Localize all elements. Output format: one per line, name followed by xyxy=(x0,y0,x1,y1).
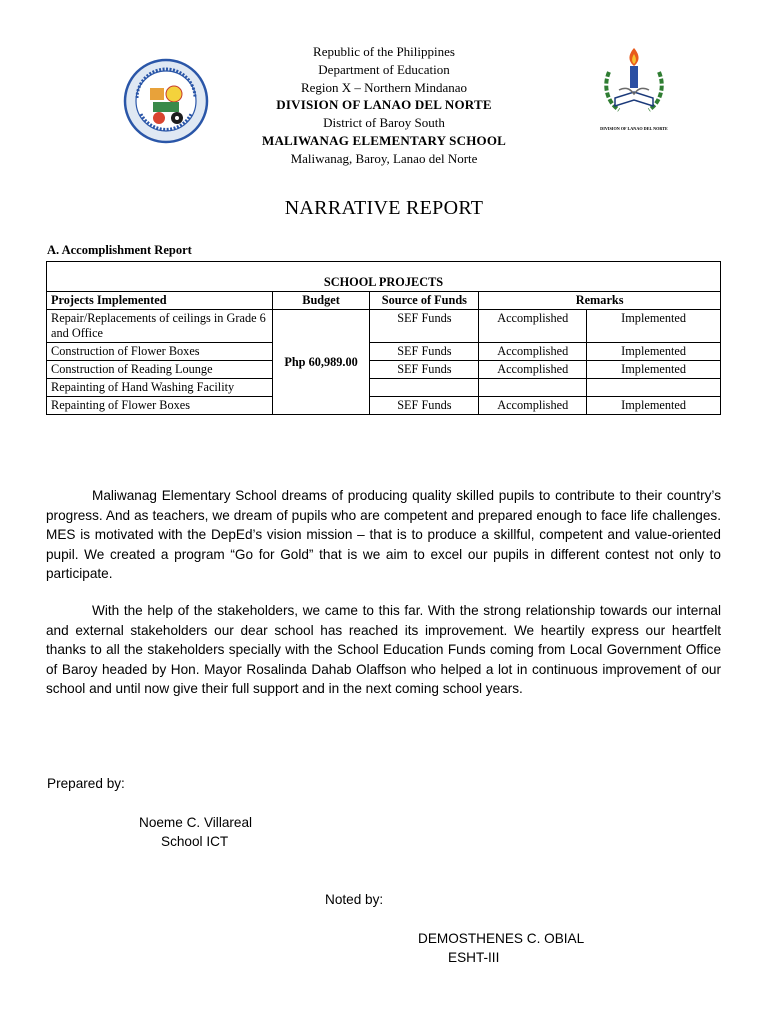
source-cell: SEF Funds xyxy=(370,397,479,415)
budget-cell: Php 60,989.00 xyxy=(272,310,370,415)
table-row xyxy=(47,310,721,343)
header-source: Source of Funds xyxy=(370,292,479,310)
table-caption-row xyxy=(47,262,721,292)
status-cell xyxy=(479,379,587,397)
remark-cell: Implemented xyxy=(587,397,721,415)
noted-by-name: DEMOSTHENES C. OBIAL xyxy=(418,931,585,946)
prepared-by-label: Prepared by: xyxy=(47,776,125,791)
projects-table xyxy=(46,261,721,415)
letterhead xyxy=(0,43,768,168)
source-cell: SEF Funds xyxy=(370,361,479,379)
remark-cell: Implemented xyxy=(587,343,721,361)
source-cell xyxy=(370,379,479,397)
header-remarks: Remarks xyxy=(479,292,721,310)
header-department: Department of Education xyxy=(318,61,450,77)
header-district: District of Baroy South xyxy=(323,115,445,131)
prepared-by-name: Noeme C. Villareal xyxy=(139,815,253,830)
project-cell: Construction of Reading Lounge xyxy=(47,361,273,379)
division-seal-text: DIVISION OF LANAO DEL NORTE xyxy=(600,126,668,131)
status-cell: Accomplished xyxy=(479,310,587,343)
noted-by-title: ESHT-III xyxy=(448,950,500,965)
status-cell: Accomplished xyxy=(479,343,587,361)
noted-by-label: Noted by: xyxy=(325,892,384,907)
section-heading: A. Accomplishment Report xyxy=(47,243,192,257)
table-row xyxy=(47,361,721,379)
table-row xyxy=(47,379,721,397)
header-school-name: MALIWANAG ELEMENTARY SCHOOL xyxy=(261,132,507,148)
table-caption: SCHOOL PROJECTS xyxy=(47,262,721,292)
project-cell: Construction of Flower Boxes xyxy=(47,343,273,361)
table-row xyxy=(47,343,721,361)
header-republic: Republic of the Philippines xyxy=(313,44,455,59)
header-region: Region X – Northern Mindanao xyxy=(300,79,468,95)
header-division: DIVISION OF LANAO DEL NORTE xyxy=(276,97,492,113)
source-cell: SEF Funds xyxy=(370,343,479,361)
report-title: NARRATIVE REPORT xyxy=(284,197,484,219)
remark-cell: Implemented xyxy=(587,361,721,379)
status-cell: Accomplished xyxy=(479,397,587,415)
project-cell: Repair/Replacements of ceilings in Grade 6 and Office xyxy=(47,310,273,343)
status-cell: Accomplished xyxy=(479,361,587,379)
prepared-by-title: School ICT xyxy=(161,834,229,849)
source-cell: SEF Funds xyxy=(370,310,479,343)
remark-cell xyxy=(587,379,721,397)
table-row xyxy=(47,397,721,415)
header-budget: Budget xyxy=(272,292,370,310)
header-projects: Projects Implemented xyxy=(47,292,273,310)
paragraph-vision: Maliwanag Elementary School dreams of producing quality skilled pupils to contribute to their country’s progress. And as teachers, we dream of pupils who are competent and prepared enough to face life challenges. MES is motivated with the DepEd’s vision mission – that is to produce a skillful, competent and value-oriented pupil. We created a program “Go for Gold” that is we aim to excel our pupils in different contest not only to participate. xyxy=(46,488,721,581)
header-address: Maliwanag, Baroy, Lanao del Norte xyxy=(290,150,478,166)
table-header-row xyxy=(47,292,721,310)
paragraph-thanks: With the help of the stakeholders, we came to this far. With the strong relationship towards our internal and external stakeholders our dear school has reached its improvement. We heartily express our heartfelt thanks to all the stakeholders specially with the School Education Funds coming from Local Government Office of Baroy headed by Hon. Mayor Rosalinda Dahab Olaffson who helped a lot in continuous improvement of our school and until now give their full support and in the next coming school years. xyxy=(46,603,721,696)
project-cell: Repainting of Flower Boxes xyxy=(47,397,273,415)
project-cell: Repainting of Hand Washing Facility xyxy=(47,379,273,397)
remark-cell: Implemented xyxy=(587,310,721,343)
